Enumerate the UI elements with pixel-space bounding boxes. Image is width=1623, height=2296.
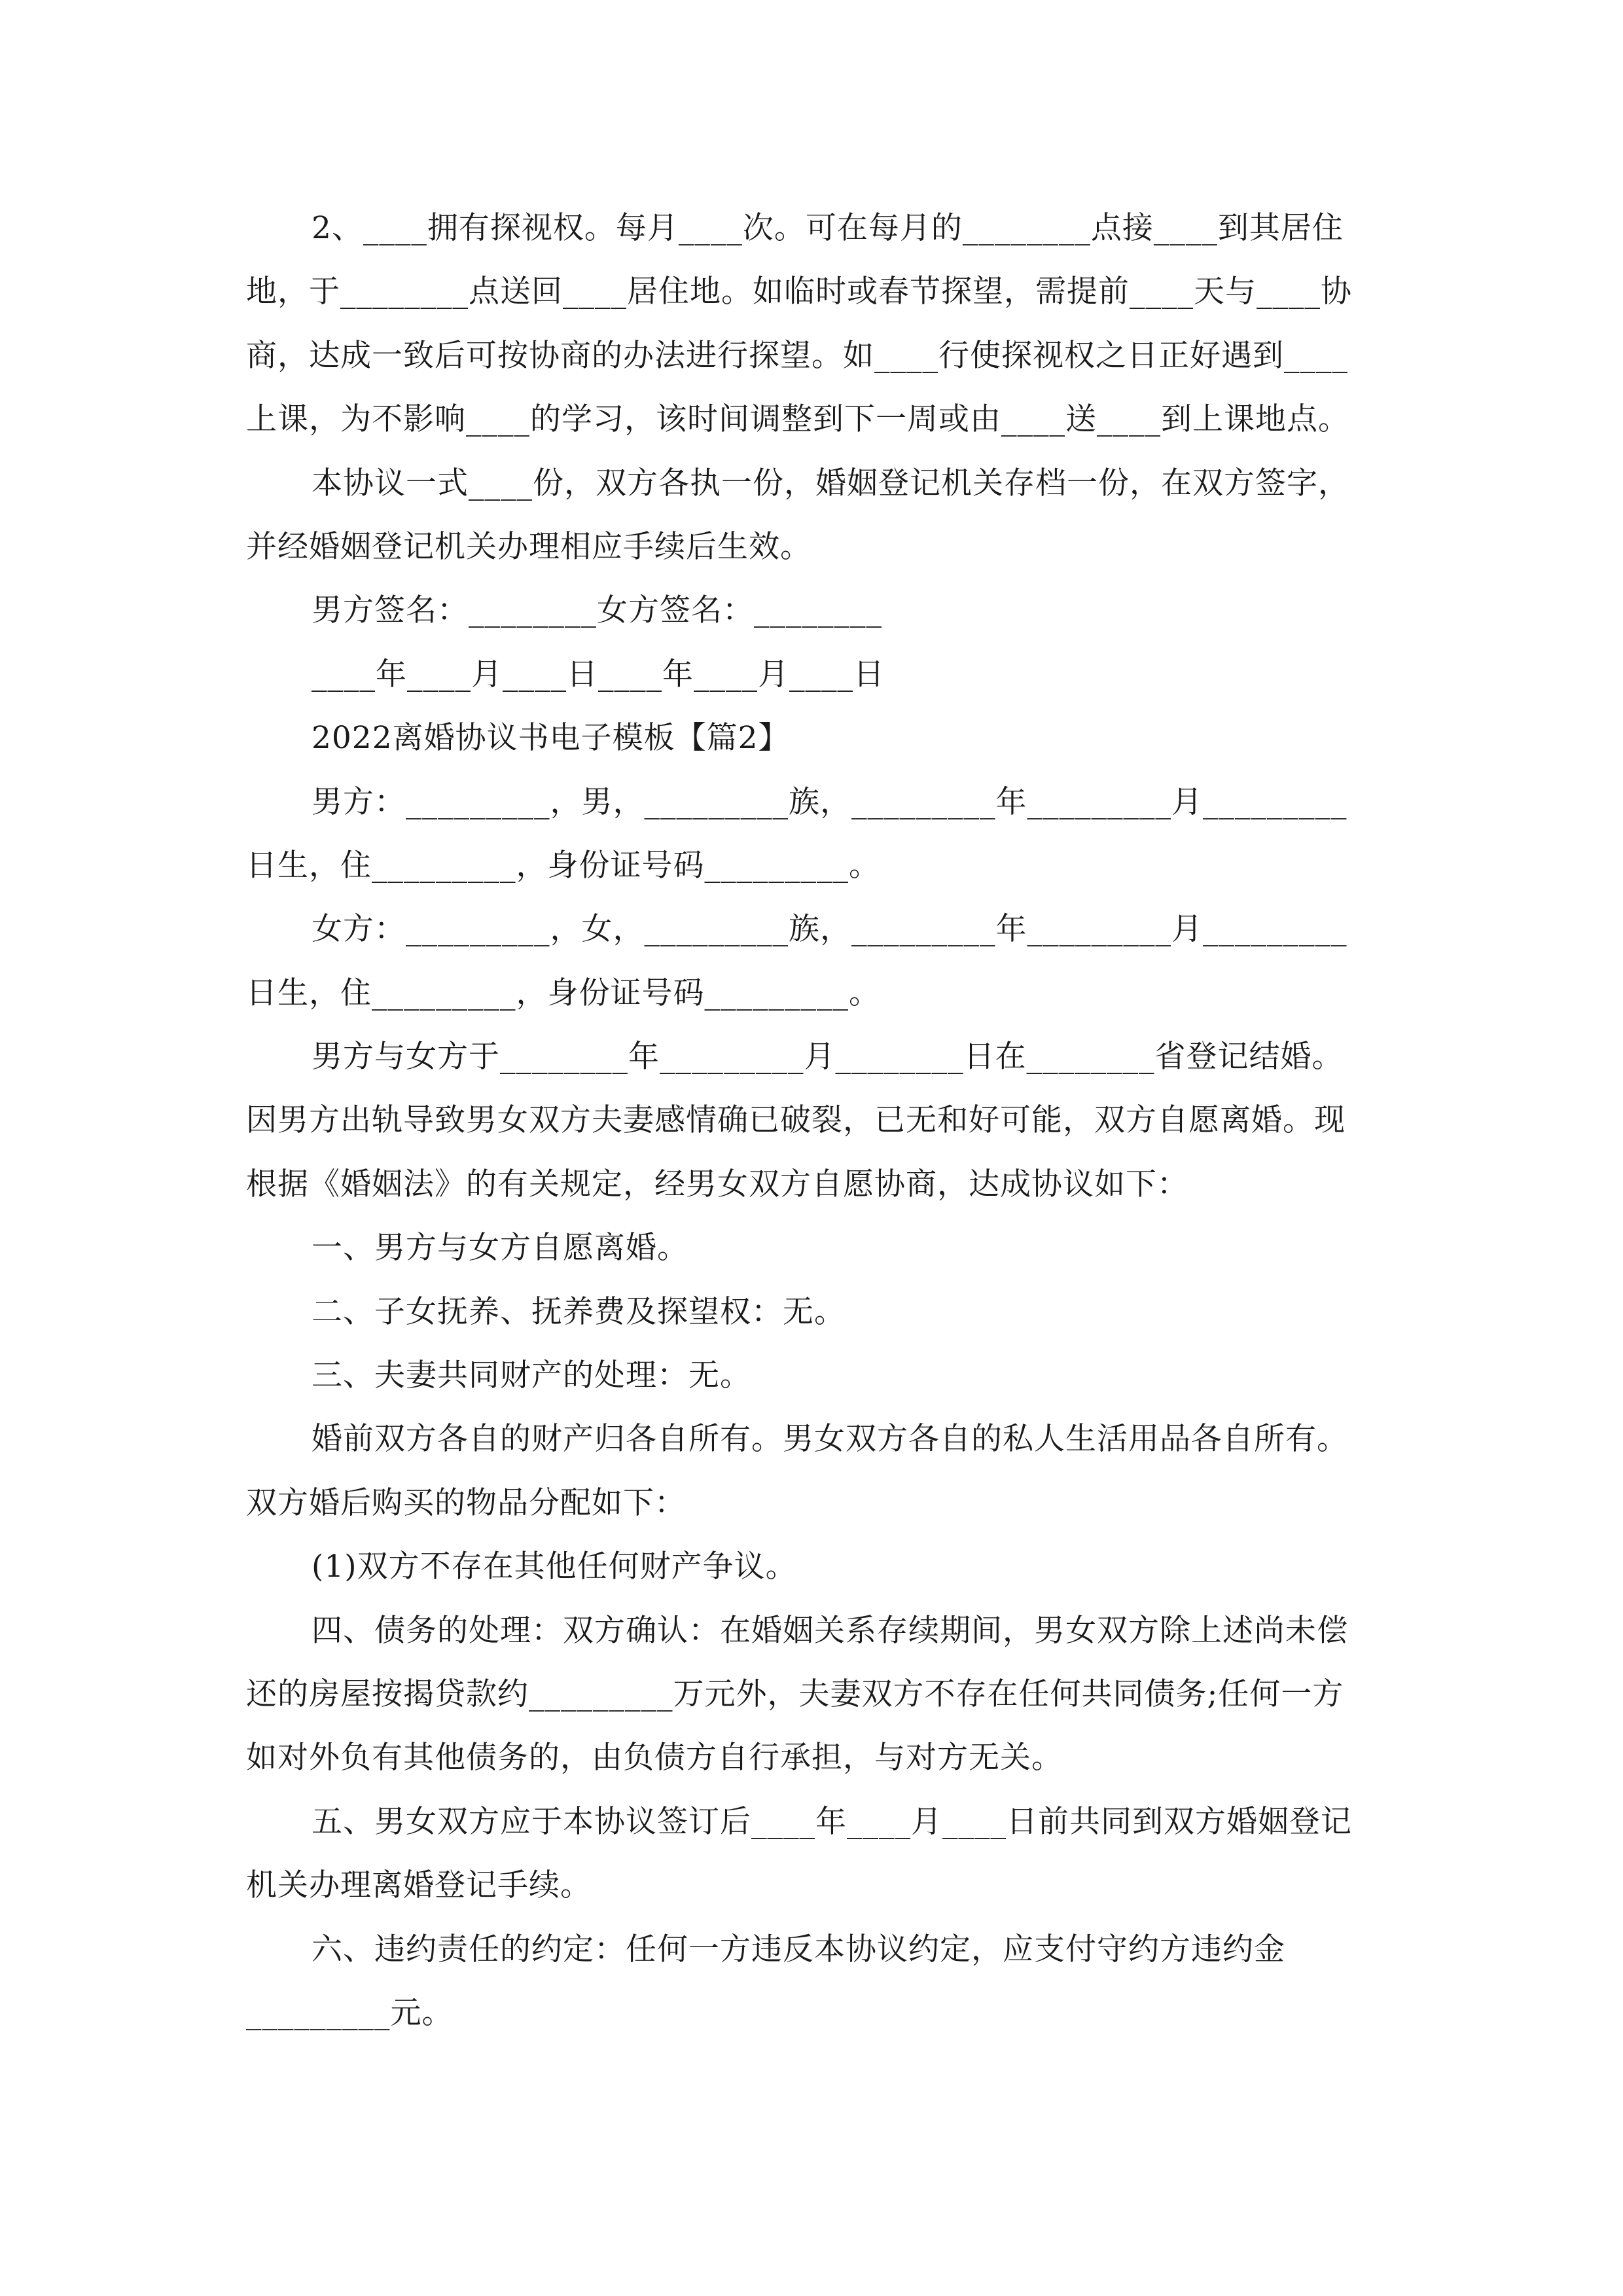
text-line: 女方：_________，女，_________族，_________年_________月_________ xyxy=(312,911,1347,948)
text-line: 本协议一式____份，双方各执一份，婚姻登记机关存档一份，在双方签字， xyxy=(312,465,1349,501)
clause-line: 四、债务的处理：双方确认：在婚姻关系存续期间，男女双方除上述尚未偿 xyxy=(312,1612,1348,1649)
clause-line: 五、男女双方应于本协议签订后____年____月____日前共同到双方婚姻登记 xyxy=(312,1803,1352,1840)
text-line: 机关办理离婚登记手续。 xyxy=(246,1867,592,1904)
text-line: 并经婚姻登记机关办理相应手续后生效。 xyxy=(246,528,812,565)
text-line: 商，达成一致后可按协商的办法进行探望。如____行使探视权之日正好遇到____ xyxy=(246,337,1348,374)
text-line: 根据《婚姻法》的有关规定，经男女双方自愿协商，达成协议如下： xyxy=(246,1166,1188,1202)
text-line: (1)双方不存在其他任何财产争议。 xyxy=(312,1549,797,1585)
text-line: 双方婚后购买的物品分配如下： xyxy=(246,1484,686,1521)
text-line: 还的房屋按揭贷款约_________万元外，夫妻双方不存在任何共同债务;任何一方 xyxy=(246,1676,1344,1712)
text-line: 因男方出轨导致男女双方夫妻感情确已破裂，已无和好可能，双方自愿离婚。现 xyxy=(246,1102,1346,1139)
text-line: 男方：_________，男，_________族，_________年_________月_________ xyxy=(312,783,1347,820)
text-line: 日生，住_________，身份证号码_________。 xyxy=(246,975,880,1011)
signature-line: 男方签名：________女方签名：________ xyxy=(312,592,882,629)
text-line: _________元。 xyxy=(246,1994,454,2031)
clause-line: 三、夫妻共同财产的处理：无。 xyxy=(312,1357,751,1394)
text-line: 上课，为不影响____的学习，该时间调整到下一周或由____送____到上课地点。 xyxy=(246,401,1349,438)
text-line: 婚前双方各自的财产归各自所有。男女双方各自的私人生活用品各自所有。 xyxy=(312,1421,1348,1458)
section-heading: 2022离婚协议书电子模板【篇2】 xyxy=(312,720,790,757)
clause-line: 六、违约责任的约定：任何一方违反本协议约定，应支付守约方违约金 xyxy=(312,1931,1285,1967)
text-line: 地，于________点送回____居住地。如临时或春节探望，需提前____天与____协 xyxy=(246,274,1352,310)
clause-line: 二、子女抚养、抚养费及探望权：无。 xyxy=(312,1293,846,1330)
text-line: 如对外负有其他债务的，由负债方自行承担，与对方无关。 xyxy=(246,1740,1063,1776)
document-page xyxy=(246,196,1378,2045)
text-line: 男方与女方于________年_________月________日在________省登记结婚。 xyxy=(312,1039,1344,1075)
text-line: 2、____拥有探视权。每月____次。可在每月的________点接____到其居住 xyxy=(312,210,1344,246)
text-line: 日生，住_________，身份证号码_________。 xyxy=(246,847,880,884)
date-line: ____年____月____日____年____月____日 xyxy=(312,656,885,692)
clause-line: 一、男方与女方自愿离婚。 xyxy=(312,1230,688,1266)
